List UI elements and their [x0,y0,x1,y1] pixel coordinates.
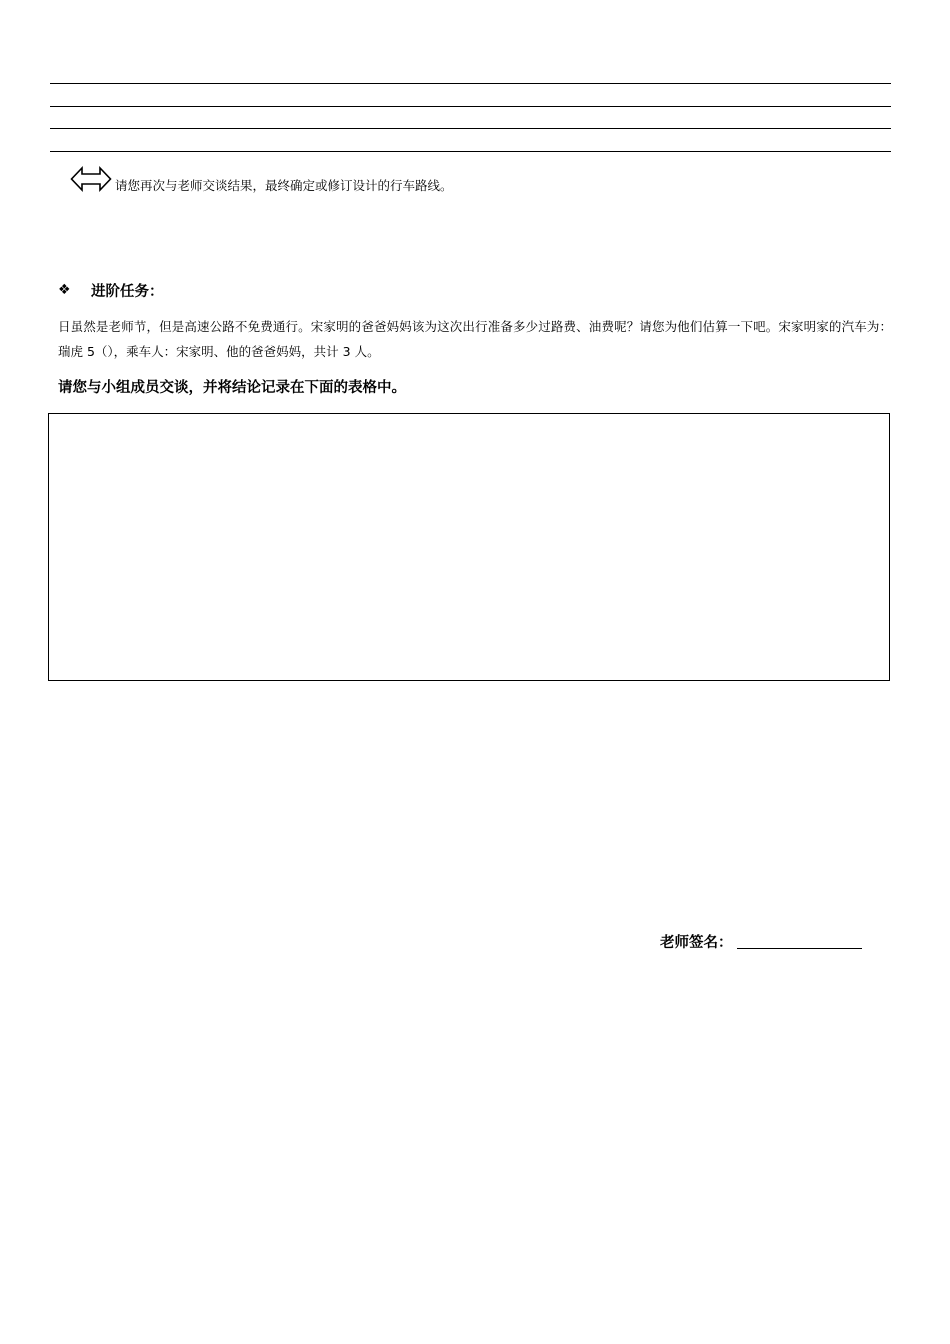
note-row [70,160,453,194]
writing-line-2 [50,106,891,107]
writing-line-3 [50,128,891,129]
task-paragraph: 日虽然是老师节，但是高速公路不免费通行。宋家明的爸爸妈妈该为这次出行准备多少过路费、油费呢？请您为他们估算一下吧。宋家明家的汽车为：瑞虎 5（），乘车人：宋家明、他的爸爸妈妈，共计 3 人。 [58,319,892,359]
writing-line-1 [50,83,891,84]
signature-label: 老师签名： [660,934,733,951]
note-text: 请您再次与老师交谈结果，最终确定或修订设计的行车路线。 [115,178,453,193]
answer-box[interactable] [48,413,890,681]
writing-line-4 [50,151,891,152]
left-right-arrow-icon [70,164,112,194]
diamond-bullet-icon: ❖ [58,282,71,298]
signature-line[interactable] [737,948,862,949]
instruction-text: 请您与小组成员交谈，并将结论记录在下面的表格中。 [58,380,406,396]
advanced-task-heading [58,279,164,301]
advanced-task-title: 进阶任务： [91,283,164,300]
teacher-signature [660,930,862,952]
